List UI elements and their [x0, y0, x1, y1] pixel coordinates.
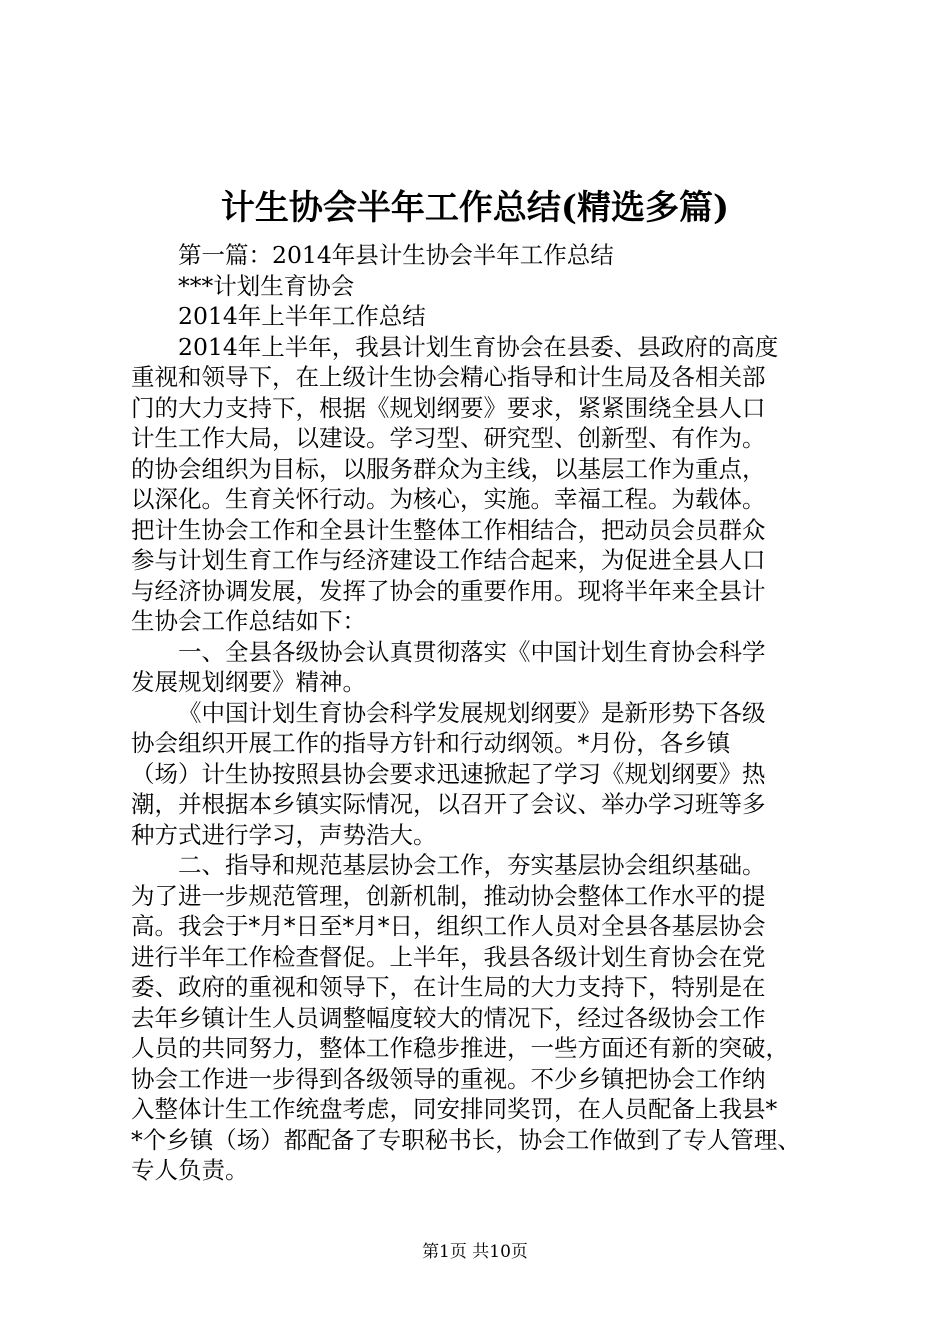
text-line: 生协会工作总结如下： — [131, 607, 366, 635]
text-line: 把计生协会工作和全县计生整体工作相结合，把动员会员群众 — [131, 515, 766, 544]
text-line: （场）计生协按照县协会要求迅速掀起了学习《规划纲要》热 — [131, 759, 766, 788]
text-line: 进行半年工作检查督促。上半年，我县各级计划生育协会在党 — [131, 942, 766, 971]
text-line: 发展规划纲要》精神。 — [131, 668, 366, 696]
text-line: 人员的共同努力，整体工作稳步推进，一些方面还有新的突破， — [131, 1034, 789, 1062]
text-line: 协会工作进一步得到各级领导的重视。不少乡镇把协会工作纳 — [131, 1064, 766, 1093]
text-line: 2014年上半年，我县计划生育协会在县委、县政府的高度 — [178, 332, 779, 361]
text-line: 入整体计生工作统盘考虑，同安排同奖罚，在人员配备上我县* — [131, 1095, 778, 1123]
text-line: 重视和领导下，在上级计生协会精心指导和计生局及各相关部 — [131, 363, 766, 391]
text-line: 去年乡镇计生人员调整幅度较大的情况下，经过各级协会工作 — [131, 1003, 766, 1032]
text-line: 《中国计划生育协会科学发展规划纲要》是新形势下各级 — [178, 698, 766, 727]
text-line: 为了进一步规范管理，创新机制，推动协会整体工作水平的提 — [131, 881, 766, 910]
text-line: 的协会组织为目标，以服务群众为主线，以基层工作为重点， — [131, 454, 766, 483]
page-footer: 第1页 共10页 — [422, 1242, 528, 1262]
document-body — [131, 240, 843, 1186]
text-line: 与经济协调发展，发挥了协会的重要作用。现将半年来全县计 — [131, 576, 766, 605]
text-line: 专人负责。 — [131, 1156, 249, 1184]
text-line: ***计划生育协会 — [178, 271, 355, 300]
text-line: 潮，并根据本乡镇实际情况，以召开了会议、举办学习班等多 — [131, 790, 766, 818]
text-line: 种方式进行学习，声势浩大。 — [131, 820, 437, 849]
text-line: *个乡镇（场）都配备了专职秘书长，协会工作做到了专人管理、 — [131, 1125, 801, 1154]
text-line: 第一篇：2014年县计生协会半年工作总结 — [178, 241, 614, 269]
text-line: 门的大力支持下，根据《规划纲要》要求，紧紧围绕全县人口 — [131, 393, 766, 422]
text-line: 一、全县各级协会认真贯彻落实《中国计划生育协会科学 — [178, 637, 766, 666]
text-line: 参与计划生育工作与经济建设工作结合起来，为促进全县人口 — [131, 546, 766, 574]
text-line: 计生工作大局，以建设。学习型、研究型、创新型、有作为。 — [131, 424, 766, 452]
text-line: 2014年上半年工作总结 — [178, 302, 426, 330]
text-line: 二、指导和规范基层协会工作，夯实基层协会组织基础。 — [178, 851, 766, 879]
text-line: 委、政府的重视和领导下，在计生局的大力支持下，特别是在 — [131, 973, 766, 1001]
document-title: 计生协会半年工作总结(精选多篇) — [220, 188, 730, 228]
text-line: 协会组织开展工作的指导方针和行动纲领。*月份，各乡镇 — [131, 729, 731, 757]
text-line: 以深化。生育关怀行动。为核心，实施。幸福工程。为载体。 — [131, 485, 766, 513]
text-line: 高。我会于*月*日至*月*日，组织工作人员对全县各基层协会 — [131, 912, 766, 940]
